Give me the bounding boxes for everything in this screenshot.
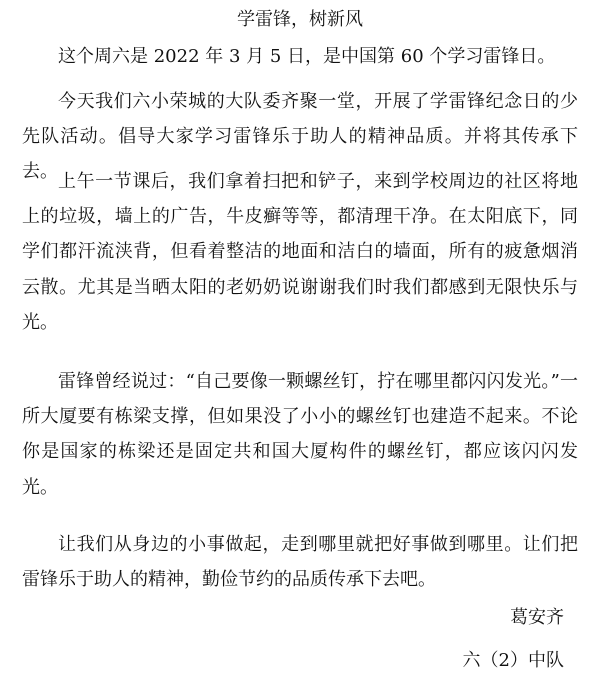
paragraph-4: 雷锋曾经说过：“自己要像一颗螺丝钉，拧在哪里都闪闪发光。”一所大厦要有栋梁支撑，但如果没了小小的螺丝钉也建造不起来。不论你是国家的栋梁还是固定共和国大厦构件的螺丝钉，都应该闪闪发光。 xyxy=(22,371,578,498)
paragraph-1: 这个周六是 2022 年 3 月 5 日，是中国第 60 个学习雷锋日。 xyxy=(58,46,556,67)
paragraph-3: 上午一节课后，我们拿着扫把和铲子，来到学校周边的社区将地上的垃圾，墙上的广告，牛皮癣等等，都清理干净。在太阳底下，同学们都汗流浃背，但看着整洁的地面和洁白的墙面，所有的疲惫烟消云散。尤其是当晒太阳的老奶奶说谢谢我们时我们都感到无限快乐与光。 xyxy=(22,171,578,333)
author-name: 葛安齐 xyxy=(510,607,564,628)
paragraph-5: 让我们从身边的小事做起，走到哪里就把好事做到哪里。让们把雷锋乐于助人的精神，勤俭节约的品质传承下去吧。 xyxy=(22,534,578,591)
essay-title: 学雷锋，树新风 xyxy=(237,9,363,30)
paragraph-2: 今天我们六小荣城的大队委齐聚一堂，开展了学雷锋纪念日的少先队活动。倡导大家学习雷锋乐于助人的精神品质。并将其传承下去。 xyxy=(22,91,578,183)
author-unit: 六（2）中队 xyxy=(462,650,564,671)
